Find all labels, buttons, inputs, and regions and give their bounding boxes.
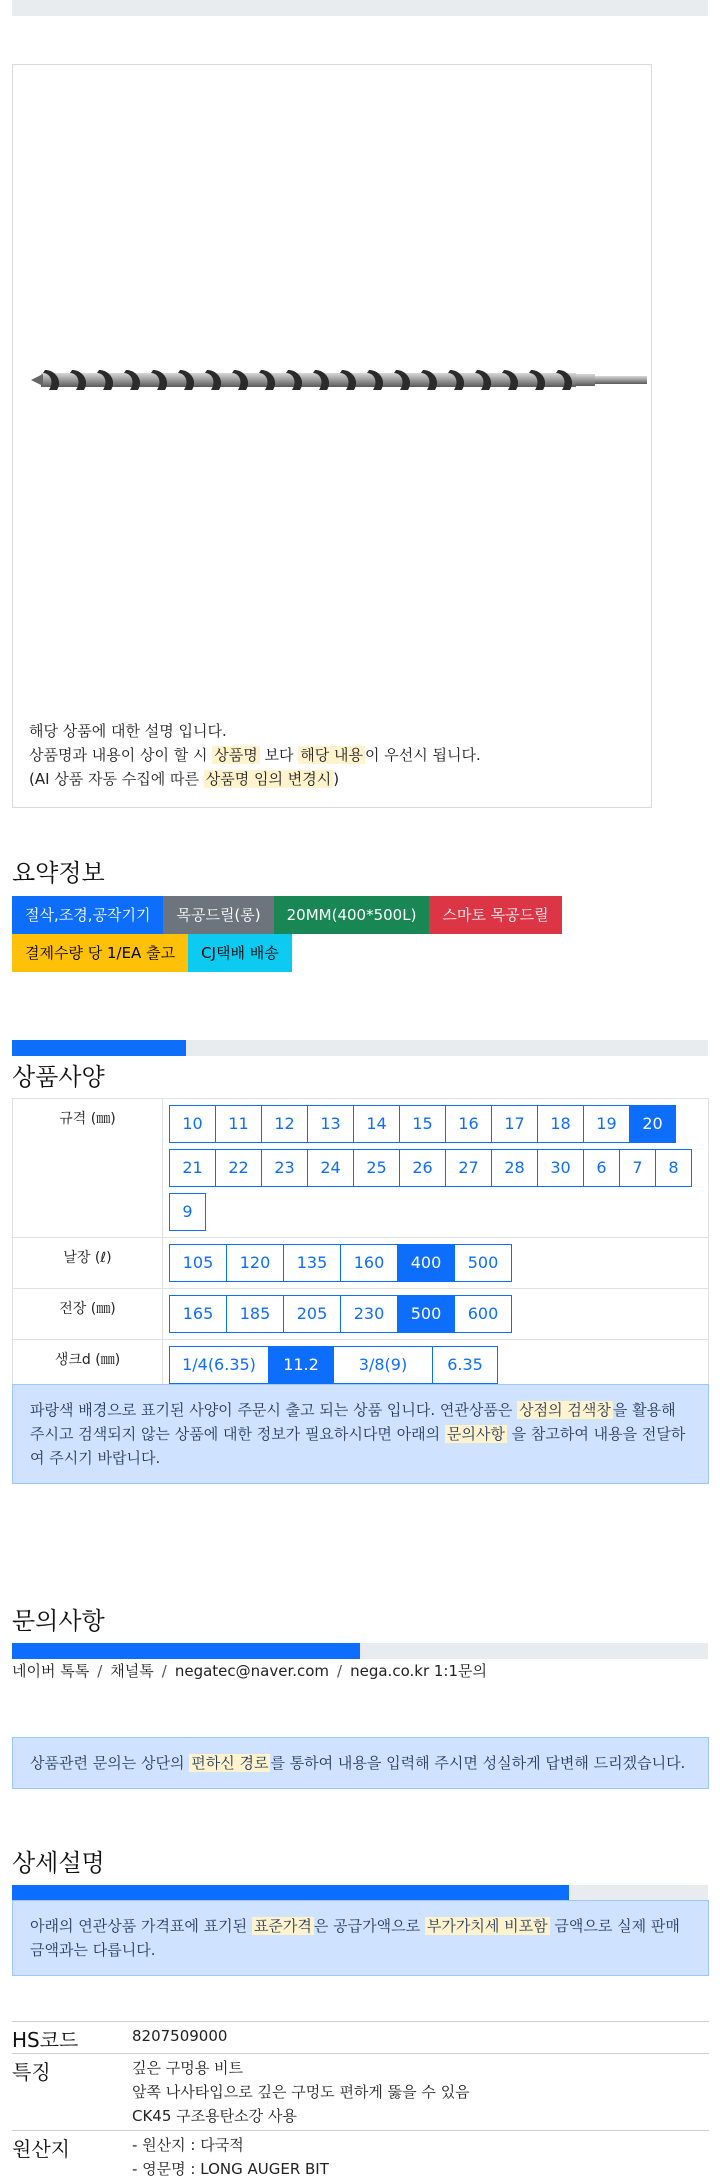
spec-option-button[interactable]: 24 [307,1149,354,1187]
spec-option-button[interactable]: 400 [397,1244,455,1282]
top-divider-bar [12,0,708,16]
spec-option-button[interactable]: 9 [169,1193,206,1231]
spec-row [13,1238,709,1289]
spec-option-button[interactable]: 26 [399,1149,446,1187]
spec-row [13,1099,709,1238]
spec-label: 규격 (㎜) [13,1099,163,1238]
highlight-inquiry: 문의사항 [446,1425,505,1443]
shipping-badge: 결제수량 당 1/EA 출고 [12,934,188,972]
spec-option-button[interactable]: 105 [169,1244,227,1282]
inquiry-links: 네이버 톡톡 / 채널톡 / negatec@naver.com / nega.co.kr 1:1문의 [12,1662,487,1680]
highlight-preferred-route: 편하신 경로 [191,1754,269,1772]
inquiry-progress-fill [12,1643,360,1659]
spec-option-button[interactable]: 20 [629,1105,676,1143]
spec-option-button[interactable]: 11 [215,1105,262,1143]
spec-options [163,1340,709,1391]
spec-label: 날장 (ℓ) [13,1238,163,1289]
spec-option-button[interactable]: 205 [283,1295,341,1333]
spec-option-button[interactable]: 28 [491,1149,538,1187]
detail-value-line: - 원산지 : 다국적 [132,2136,244,2154]
summary-progress-fill [12,1040,186,1056]
spec-option-button[interactable]: 500 [397,1295,455,1333]
detail-table [12,2021,709,2176]
detail-title: 상세설명 [12,1849,105,1877]
caption-line-1: 해당 상품에 대한 설명 입니다. [29,722,227,740]
spec-option-button[interactable]: 6 [583,1149,620,1187]
summary-badges [12,896,612,972]
spec-option-button[interactable]: 22 [215,1149,262,1187]
spec-option-button[interactable]: 30 [537,1149,584,1187]
spec-option-button[interactable]: 120 [226,1244,284,1282]
spec-option-button[interactable]: 19 [583,1105,630,1143]
detail-progress-bar [12,1885,708,1901]
detail-value [132,2131,709,2176]
spec-option-button[interactable]: 230 [340,1295,398,1333]
spec-option-button[interactable]: 27 [445,1149,492,1187]
spec-option-button[interactable]: 15 [399,1105,446,1143]
link-channel-talk[interactable]: 채널톡 [110,1662,154,1680]
spec-row [13,1289,709,1340]
spec-table [12,1098,709,1391]
summary-progress-bar [12,1040,708,1056]
spec-title: 상품사양 [12,1063,105,1091]
spec-option-button[interactable]: 185 [226,1295,284,1333]
detail-notice: 아래의 연관상품 가격표에 표기된 표준가격 은 공급가액으로 부가가치세 비포함 금액으로 실제 판매금액과는 다릅니다. [12,1900,709,1976]
spec-label: 생크d (㎜) [13,1340,163,1391]
spec-option-button[interactable]: 11.2 [268,1346,334,1384]
detail-row [12,2054,709,2131]
link-site-inquiry[interactable]: nega.co.kr 1:1문의 [350,1662,487,1680]
highlight-vat-excluded: 부가가치세 비포함 [426,1917,548,1935]
detail-progress-fill [12,1885,569,1901]
spec-option-button[interactable]: 500 [454,1244,512,1282]
detail-value [132,2022,709,2054]
spec-option-button[interactable]: 13 [307,1105,354,1143]
badge-row-1 [12,896,612,934]
spec-option-button[interactable]: 1/4(6.35) [169,1346,269,1384]
detail-value-line: 8207509000 [132,2027,228,2045]
spec-option-button[interactable]: 135 [283,1244,341,1282]
spec-option-button[interactable]: 23 [261,1149,308,1187]
product-image-frame [12,64,652,808]
spec-option-button[interactable]: 7 [619,1149,656,1187]
spec-option-button[interactable]: 16 [445,1105,492,1143]
summary-title: 요약정보 [12,859,105,887]
detail-key: 특징 [12,2054,132,2131]
spec-option-button[interactable]: 25 [353,1149,400,1187]
spec-option-button[interactable]: 21 [169,1149,216,1187]
highlight-content: 해당 내용 [300,746,363,764]
spec-notice: 파랑색 배경으로 표기된 사양이 주문시 출고 되는 상품 입니다. 연관상품은 상점의 검색창 을 활용해 주시고 검색되지 않는 상품에 대한 정보가 필요하시다면 아래의 문의사항 을 참고하여 내용을 전달하여 주시기 바랍니다. [12,1384,709,1484]
highlight-standard-price: 표준가격 [253,1917,312,1935]
spec-option-button[interactable]: 18 [537,1105,584,1143]
detail-value-line: 앞쪽 나사타입으로 깊은 구멍도 편하게 뚫을 수 있음 [132,2083,470,2101]
spec-label: 전장 (㎜) [13,1289,163,1340]
detail-key: 원산지 [12,2131,132,2176]
spec-option-button[interactable]: 8 [655,1149,692,1187]
detail-value [132,2054,709,2131]
shipping-badge: CJ택배 배송 [188,934,292,972]
auger-drill-bit-image [31,365,651,395]
spec-options [163,1238,709,1289]
spec-option-button[interactable]: 17 [491,1105,538,1143]
summary-badge: 스마토 목공드릴 [429,896,561,934]
detail-value-line: 깊은 구멍용 비트 [132,2059,243,2077]
summary-badge: 20MM(400*500L) [274,896,430,934]
detail-row [12,2131,709,2176]
spec-option-button[interactable]: 14 [353,1105,400,1143]
spec-options [163,1289,709,1340]
spec-options [163,1099,709,1238]
detail-value-line: CK45 구조용탄소강 사용 [132,2107,297,2125]
detail-row [12,2022,709,2054]
link-email[interactable]: negatec@naver.com [174,1662,330,1680]
spec-option-button[interactable]: 12 [261,1105,308,1143]
spec-option-button[interactable]: 165 [169,1295,227,1333]
spec-option-button[interactable]: 600 [454,1295,512,1333]
detail-key: HS코드 [12,2022,132,2054]
badge-row-2 [12,934,612,972]
caption-line-2: 상품명과 내용이 상이 할 시 상품명 보다 해당 내용 이 우선시 됩니다. [29,746,481,764]
detail-value-line: - 영문명 : LONG AUGER BIT [132,2160,329,2176]
spec-option-button[interactable]: 160 [340,1244,398,1282]
spec-row [13,1340,709,1391]
inquiry-progress-bar [12,1643,708,1659]
inquiry-notice: 상품관련 문의는 상단의 편하신 경로 를 통하여 내용을 입력해 주시면 성실하게 답변해 드리겠습니다. [12,1737,709,1789]
inquiry-title: 문의사항 [12,1607,105,1635]
highlight-name-change: 상품명 임의 변경시 [205,770,332,788]
highlight-product-name: 상품명 [214,746,258,764]
summary-badge: 목공드릴(롱) [163,896,273,934]
image-caption [29,719,481,791]
spec-option-button[interactable]: 3/8(9) [333,1346,433,1384]
link-naver-talk[interactable]: 네이버 톡톡 [12,1662,90,1680]
spec-option-button[interactable]: 6.35 [432,1346,498,1384]
summary-badge: 절삭,조경,공작기기 [12,896,163,934]
spec-option-button[interactable]: 10 [169,1105,216,1143]
highlight-search-box: 상점의 검색창 [519,1401,611,1419]
caption-line-3: (AI 상품 자동 수집에 따른 상품명 임의 변경시 ) [29,770,340,788]
